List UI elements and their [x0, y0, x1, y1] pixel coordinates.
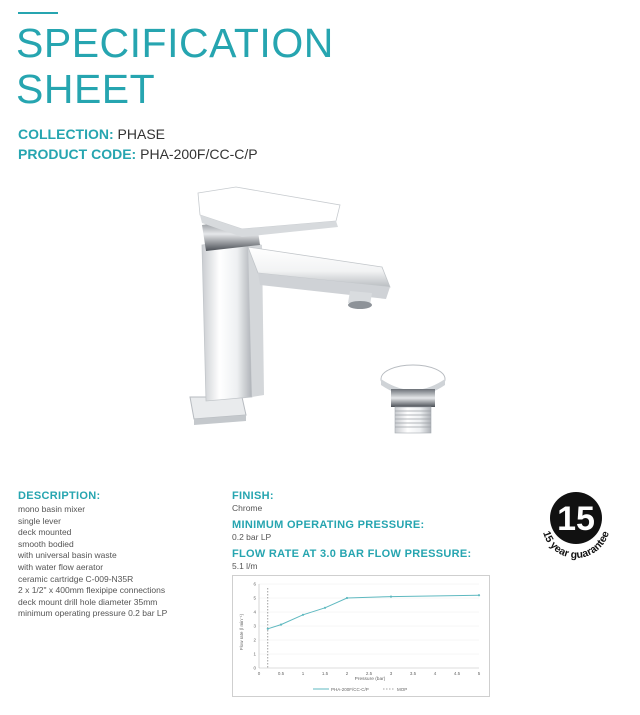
data-point: [267, 628, 269, 630]
list-item: ceramic cartridge C-009-N35R: [18, 573, 134, 584]
y-ticks: [253, 582, 256, 671]
y-tick-label: 0: [253, 665, 256, 671]
chart-legend: [313, 687, 407, 692]
description-section: [18, 490, 167, 620]
description-heading: DESCRIPTION:: [18, 490, 101, 502]
product-image: [150, 175, 480, 465]
x-ticks: [258, 671, 481, 676]
y-tick-label: 6: [253, 581, 256, 587]
guarantee-badge: [528, 478, 624, 574]
list-item: with water flow aerator: [18, 561, 104, 572]
y-tick-label: 1: [253, 651, 256, 657]
data-point: [390, 596, 392, 598]
flow-rate-chart-svg: [233, 576, 489, 696]
y-tick-label: 4: [253, 609, 256, 615]
list-item: mono basin mixer: [18, 504, 86, 514]
flow-rate-value: 5.1 l/m: [232, 561, 258, 571]
title-line-2: SHEET: [16, 66, 156, 112]
product-code-value: PHA-200F/CC-C/P: [140, 146, 258, 162]
chart-grid: [259, 584, 479, 654]
collection-label: COLLECTION:: [18, 126, 114, 142]
list-item: smooth bodied: [18, 538, 74, 549]
y-tick-label: 2: [253, 637, 256, 643]
list-item: with universal basin waste: [18, 550, 117, 561]
product-code-row: [18, 146, 258, 162]
collection-value: PHASE: [117, 126, 166, 142]
description-list: [18, 504, 167, 620]
guarantee-number: 15: [557, 500, 595, 538]
x-tick-label: 2: [345, 671, 349, 676]
finish-heading: FINISH:: [232, 490, 274, 502]
flow-rate-heading: FLOW RATE AT 3.0 BAR FLOW PRESSURE:: [232, 548, 472, 560]
x-axis-label: Pressure (bar): [354, 677, 386, 682]
x-tick-label: 1.5: [321, 671, 329, 676]
min-pressure-heading: MINIMUM OPERATING PRESSURE:: [232, 519, 425, 531]
data-point: [302, 614, 304, 616]
list-item: deck mounted: [18, 527, 72, 538]
legend-series-label: PHA-200F/CC-C/P: [331, 687, 369, 692]
data-point: [478, 594, 480, 596]
legend-mop-label: MOP: [397, 687, 408, 692]
x-tick-label: 0.5: [277, 671, 285, 676]
list-item: minimum operating pressure 0.2 bar LP: [18, 608, 168, 619]
chart-series: [267, 588, 480, 668]
header-accent-rule: [18, 12, 58, 14]
x-tick-label: 2.5: [365, 671, 373, 676]
collection-row: [18, 126, 165, 142]
data-point: [324, 607, 326, 609]
x-tick-label: 1: [301, 671, 305, 676]
list-item: single lever: [18, 515, 61, 526]
page-title: [16, 20, 334, 112]
list-item: 2 x 1/2" x 400mm flexipipe connections: [18, 585, 166, 596]
x-tick-label: 3: [389, 671, 393, 676]
guarantee-text: 15 year guarantee: [540, 529, 612, 562]
y-axis-label: Flow rate (l min⁻¹): [239, 613, 244, 651]
finish-value: Chrome: [232, 503, 263, 513]
product-code-label: PRODUCT CODE:: [18, 146, 137, 162]
title-line-1: SPECIFICATION: [16, 20, 334, 66]
flow-rate-chart: [232, 575, 490, 697]
x-tick-label: 0: [257, 671, 261, 676]
x-tick-label: 4: [433, 671, 437, 676]
x-tick-label: 5: [477, 671, 481, 676]
list-item: deck mount drill hole diameter 35mm: [18, 596, 158, 607]
x-tick-label: 4.5: [453, 671, 461, 676]
data-point: [280, 624, 282, 626]
y-tick-label: 3: [253, 623, 256, 629]
specs-section: [232, 490, 471, 577]
y-tick-label: 5: [253, 595, 256, 601]
x-tick-label: 3.5: [409, 671, 417, 676]
min-pressure-value: 0.2 bar LP: [232, 532, 272, 542]
click-clack-waste: [381, 365, 445, 433]
data-point: [346, 597, 348, 599]
basin-mixer-tap: [190, 187, 390, 425]
